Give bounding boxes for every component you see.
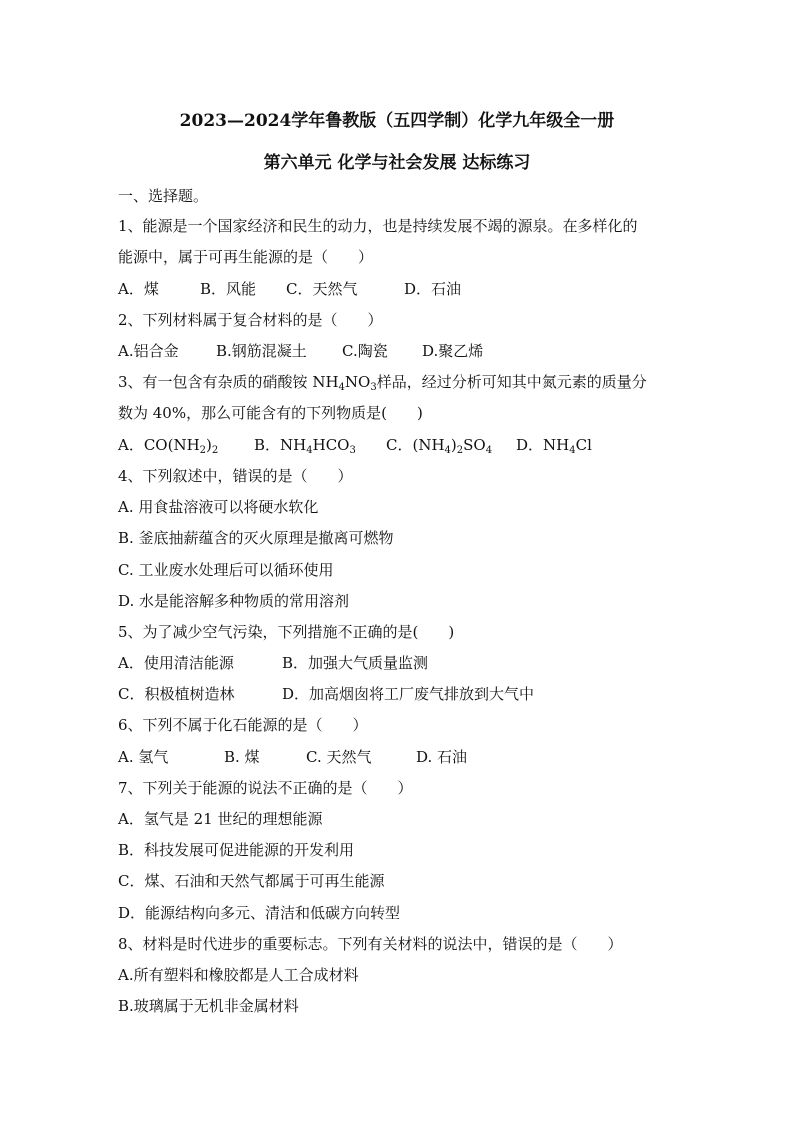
q7-option-d: D．能源结构向多元、清洁和低碳方向转型 (118, 904, 401, 922)
q3-stem-line1 (118, 372, 678, 392)
q8-option-a: A.所有塑料和橡胶都是人工合成材料 (118, 966, 359, 984)
q1-options (118, 279, 678, 299)
q3-d-text: D．NH (516, 436, 570, 454)
q3-c-text: C．(NH (386, 436, 445, 454)
q3-d-text: Cl (575, 436, 592, 454)
q5-options-row1 (118, 653, 678, 673)
document-subtitle: 第六单元 化学与社会发展 达标练习 (263, 153, 531, 173)
q1-option-d: D．石油 (404, 280, 462, 298)
q3-text: 3、有一包含有杂质的硝酸铵 NH (118, 373, 339, 391)
q6-option-d: D. 石油 (416, 748, 468, 766)
q3-option-c (386, 435, 516, 455)
q2-option-d: D.聚乙烯 (422, 342, 484, 360)
q7-option-a: A．氢气是 21 世纪的理想能源 (118, 810, 323, 828)
q3-sub: 4 (338, 382, 345, 393)
q5-option-c: C．积极植树造林 (118, 685, 235, 703)
q6-option-b: B. 煤 (224, 748, 260, 766)
q2-option-c: C.陶瓷 (342, 342, 388, 360)
q2-option-b: B.钢筋混凝土 (216, 342, 307, 360)
q3-text: 样品，经过分析可知其中氮元素的质量分 (376, 373, 647, 391)
q4-option-a: A. 用食盐溶液可以将硬水软化 (118, 498, 319, 516)
q6-option-c: C. 天然气 (306, 748, 372, 766)
q4-stem: 4、下列叙述中，错误的是（ ） (118, 467, 353, 485)
q3-c-text: ) (450, 436, 457, 454)
q8-stem: 8、材料是时代进步的重要标志。下列有关材料的说法中，错误的是（ ） (118, 935, 623, 953)
q7-option-b: B．科技发展可促进能源的开发利用 (118, 841, 355, 859)
q3-d-sub: 4 (569, 445, 576, 456)
q3-option-b (254, 435, 386, 455)
document-title: 2023—2024学年鲁教版（五四学制）化学九年级全一册 (179, 111, 615, 131)
q5-option-d: D．加高烟囱将工厂废气排放到大气中 (282, 685, 535, 703)
q1-option-b: B．风能 (200, 280, 257, 298)
q1-option-a: A．煤 (118, 280, 159, 298)
q6-options (118, 747, 678, 767)
q5-option-a: A．使用清洁能源 (118, 654, 234, 672)
q3-c-sub: 2 (456, 445, 464, 456)
q6-stem: 6、下列不属于化石能源的是（ ） (118, 716, 368, 734)
q5-stem: 5、为了减少空气污染，下列措施不正确的是( ) (118, 623, 455, 641)
q3-sub: 3 (370, 382, 377, 393)
q5-options-row2 (118, 684, 678, 704)
q3-a-sub: 2 (211, 445, 219, 456)
q3-a-text: ) (206, 436, 212, 454)
q3-options (118, 435, 678, 455)
q1-stem-line1: 1、能源是一个国家经济和民生的动力，也是持续发展不竭的源泉。在多样化的 (118, 217, 638, 235)
q1-stem-line2: 能源中，属于可再生能源的是（ ） (118, 248, 374, 266)
q3-b-text: B．NH (254, 436, 307, 454)
q4-option-d: D. 水是能溶解多种物质的常用溶剂 (118, 592, 350, 610)
q4-option-c: C. 工业废水处理后可以循环使用 (118, 561, 334, 579)
q3-text: NO (344, 373, 371, 391)
q3-b-text: HCO (312, 436, 350, 454)
q7-stem: 7、下列关于能源的说法不正确的是（ ） (118, 779, 413, 797)
q2-options (118, 341, 678, 361)
q3-a-sub: 2 (199, 445, 207, 456)
q3-b-sub: 4 (306, 445, 313, 456)
section-heading: 一、选择题。 (118, 187, 209, 205)
q3-c-sub: 4 (485, 445, 493, 456)
q3-b-sub: 3 (349, 445, 356, 456)
q2-option-a: A.铝合金 (118, 342, 179, 360)
q8-option-b: B.玻璃属于无机非金属材料 (118, 997, 299, 1015)
q3-c-text: SO (463, 436, 486, 454)
q3-c-sub: 4 (444, 445, 451, 456)
q6-option-a: A. 氢气 (118, 748, 169, 766)
q2-stem: 2、下列材料属于复合材料的是（ ） (118, 311, 383, 329)
q5-option-b: B．加强大气质量监测 (282, 654, 429, 672)
q3-option-d (516, 435, 592, 455)
q3-stem-line2: 数为 40%，那么可能含有的下列物质是( ) (118, 404, 423, 422)
q1-option-c: C．天然气 (286, 280, 358, 298)
q3-a-text: A．CO(NH (118, 436, 200, 454)
q4-option-b: B. 釜底抽薪蕴含的灭火原理是撤离可燃物 (118, 529, 394, 547)
q7-option-c: C．煤、石油和天然气都属于可再生能源 (118, 872, 385, 890)
q3-option-a (118, 435, 254, 455)
